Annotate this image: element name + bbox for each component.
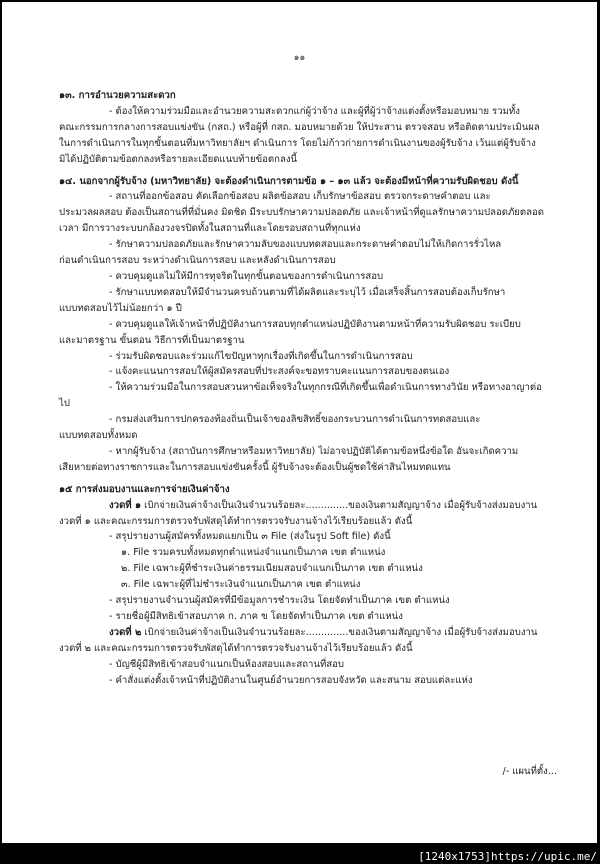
section-13-heading: ๑๓. การอำนวยความสะดวก (59, 90, 176, 101)
installment-2-bullet: - คำสั่งแต่งตั้งเจ้าหน้าที่ปฏิบัติงานในศูนย์อำนวยการสอบจังหวัด และสนาม สอบแต่ละแห่ง (109, 674, 473, 686)
installment-2-rest: งวดที่ ๒ และคณะกรรมการตรวจรับพัสดุได้ทำการตรวจรับงานจ้างไว้เรียบร้อยแล้ว ดังนี้ (59, 642, 413, 654)
section-14-item-rest: ก่อนดำเนินการสอบ ระหว่างดำเนินการสอบ และหลังดำเนินการสอบ (59, 255, 336, 267)
section-14-item-rest: แบบทดสอบไว้ไม่น้อยกว่า ๑ ปี (59, 302, 182, 314)
installment-2-bullet: - บัญชีผู้มีสิทธิเข้าสอบจำแนกเป็นห้องสอบและสถานที่สอบ (109, 658, 345, 670)
section-14-item-first: - รักษาความปลอดภัยและรักษาความลับของแบบทดสอบและกระดาษคำตอบไม่ให้เกิดการรั่วไหล (109, 239, 502, 251)
page-number: ๑๑ (293, 53, 306, 63)
file-item: ๒. File เฉพาะผู้ที่ชำระเงินค่าธรรมเนียมสอบจำแนกเป็นภาค เขต ตำแหน่ง (121, 563, 423, 575)
section-14-item-rest: แบบทดสอบทั้งหมด (59, 430, 138, 442)
section-13-para-first: - ต้องให้ความร่วมมือและอำนวยความสะดวกแก่ผู้ว่าจ้าง และผู้ที่ผู้ว่าจ้างแต่งตั้งหรือมอบหมาย รวมทั้ง (109, 105, 520, 117)
installment-1-bullet: - สรุปรายงานจำนวนผู้สมัครที่มีข้อมูลการชำระเงิน โดยจัดทำเป็นภาค เขต ตำแหน่ง (109, 595, 450, 607)
installment-1-first (59, 498, 545, 514)
section-13-para-rest: คณะกรรมการกลางการสอบแข่งขัน (กสถ.) หรือผู้ที่ กสถ. มอบหมายด้วย ให้ประสาน ตรวจสอบ หรือติดตามประเมินผล ในการดำเนินการในทุกขั้นตอนที่มหาวิทยาลัยฯ ดำเนินการ โดยไม่ก้าวก่ายการดำเนินงานของผู้รับจ้าง เว้นแต่ผู้รับจ้าง มิได้ปฏิบัติตามข้อตกลงหรือรายละเอียดแนบท้ายข้อตกลงนี้ (59, 121, 540, 165)
section-14-item-first: - ควบคุมดูแลไม่ให้มีการทุจริตในทุกขั้นตอนของการดำเนินการสอบ (109, 270, 384, 282)
document-content (59, 88, 545, 689)
section-14-item-rest: ประมวลผลสอบ ต้องเป็นสถานที่ที่มั่นคง มิดชิด มีระบบรักษาความปลอดภัย และเจ้าหน้าที่ดูแลรักษาความปลอดภัยตลอดเวลา มีการวางระบบกล้องวงจรปิดทั้งในสถานที่และโดยรอบสถานที่ทุกแห่ง (59, 207, 545, 235)
section-14-item-first: - ควบคุมดูแลให้เจ้าหน้าที่ปฏิบัติงานการสอบทุกตำแหน่งปฏิบัติงานตามหน้าที่ความรับผิดชอบ ระเบียบ (109, 318, 521, 330)
document-page (2, 2, 597, 843)
section-14-item-first: - กรมส่งเสริมการปกครองท้องถิ่นเป็นเจ้าของลิขสิทธิ์ของกระบวนการดำเนินการทดสอบและ (109, 414, 481, 426)
file-item: ๓. File เฉพาะผู้ที่ไม่ชำระเงินจำแนกเป็นภาค เขต ตำแหน่ง (121, 579, 361, 591)
installment-1-label: งวดที่ ๑ (109, 499, 142, 511)
section-15-heading: ๑๕ การส่งมอบงานและการจ่ายเงินค่าจ้าง (59, 483, 230, 495)
section-14-item-first: - แจ้งคะแนนการสอบให้ผู้สมัครสอบที่ประสงค์จะขอทราบคะแนนการสอบของตนเอง (109, 366, 450, 378)
image-caption: [1240x1753]https://upic.me/ (418, 850, 597, 863)
section-14-item-first: - รักษาแบบทดสอบให้มีจำนวนครบถ้วนตามที่ได้ผลิตและระบุไว้ เมื่อเสร็จสิ้นการสอบต้องเก็บรักษา (109, 286, 506, 298)
installment-2-first (59, 625, 545, 641)
continuation-note: /- แผนที่ตั้ง... (502, 766, 557, 777)
installment-1-text: เบิกจ่ายเงินค่าจ้างเป็นเงินจำนวนร้อยละ..............ของเงินตามสัญญาจ้าง เมื่อผู้รับจ้างส่งมอบงาน (141, 499, 538, 511)
section-14-item-first: - ให้ความร่วมมือในการสอบสวนหาข้อเท็จจริงในทุกกรณีที่เกิดขึ้นเพื่อดำเนินการทางวินัย หรือทางอาญาต่อไป (59, 382, 542, 410)
installment-2-text: เบิกจ่ายเงินค่าจ้างเป็นเงินจำนวนร้อยละ..............ของเงินตามสัญญาจ้าง เมื่อผู้รับจ้างส่งมอบงาน (141, 626, 538, 638)
section-14-item-first: - หากผู้รับจ้าง (สถาบันการศึกษาหรือมหาวิทยาลัย) ไม่อาจปฏิบัติได้ตามข้อหนึ่งข้อใด อันจะเกิดความ (109, 445, 519, 457)
section-14-item-rest: เสียหายต่อทางราชการและในการสอบแข่งขันครั้งนี้ ผู้รับจ้างจะต้องเป็นผู้ชดใช้ค่าสินไหมทดแทน (59, 461, 451, 473)
installment-1-rest: งวดที่ ๑ และคณะกรรมการตรวจรับพัสดุได้ทำการตรวจรับงานจ้างไว้เรียบร้อยแล้ว ดังนี้ (59, 515, 413, 527)
section-14-item-first: - สถานที่ออกข้อสอบ คัดเลือกข้อสอบ ผลิตข้อสอบ เก็บรักษาข้อสอบ ตรวจกระดาษคำตอบ และ (109, 191, 491, 203)
installment-1-bullet: - รายชื่อผู้มีสิทธิเข้าสอบภาค ก. ภาค ข โดยจัดทำเป็นภาค เขต ตำแหน่ง (109, 611, 403, 622)
installment-1-bullet: - สรุปรายงานผู้สมัครทั้งหมดแยกเป็น ๓ File (ส่งในรูป Soft file) ดังนี้ (109, 531, 391, 543)
installment-2-label: งวดที่ ๒ (109, 626, 142, 638)
file-item: ๑. File รวมครบทั้งหมดทุกตำแหน่งจำแนกเป็นภาค เขต ตำแหน่ง (121, 547, 386, 559)
section-14-heading: ๑๔. นอกจากผู้รับจ้าง (มหาวิทยาลัย) จะต้องดำเนินการตามข้อ ๑ – ๑๓ แล้ว จะต้องมีหน้าที่ความรับผิดชอบ ดังนี้ (59, 175, 519, 187)
section-14-item-rest: และมาตรฐาน ขั้นตอน วิธีการที่เป็นมาตรฐาน (59, 334, 245, 346)
section-14-item-first: - ร่วมรับผิดชอบและร่วมแก้ไขปัญหาทุกเรื่องที่เกิดขึ้นในการดำเนินการสอบ (109, 350, 413, 362)
